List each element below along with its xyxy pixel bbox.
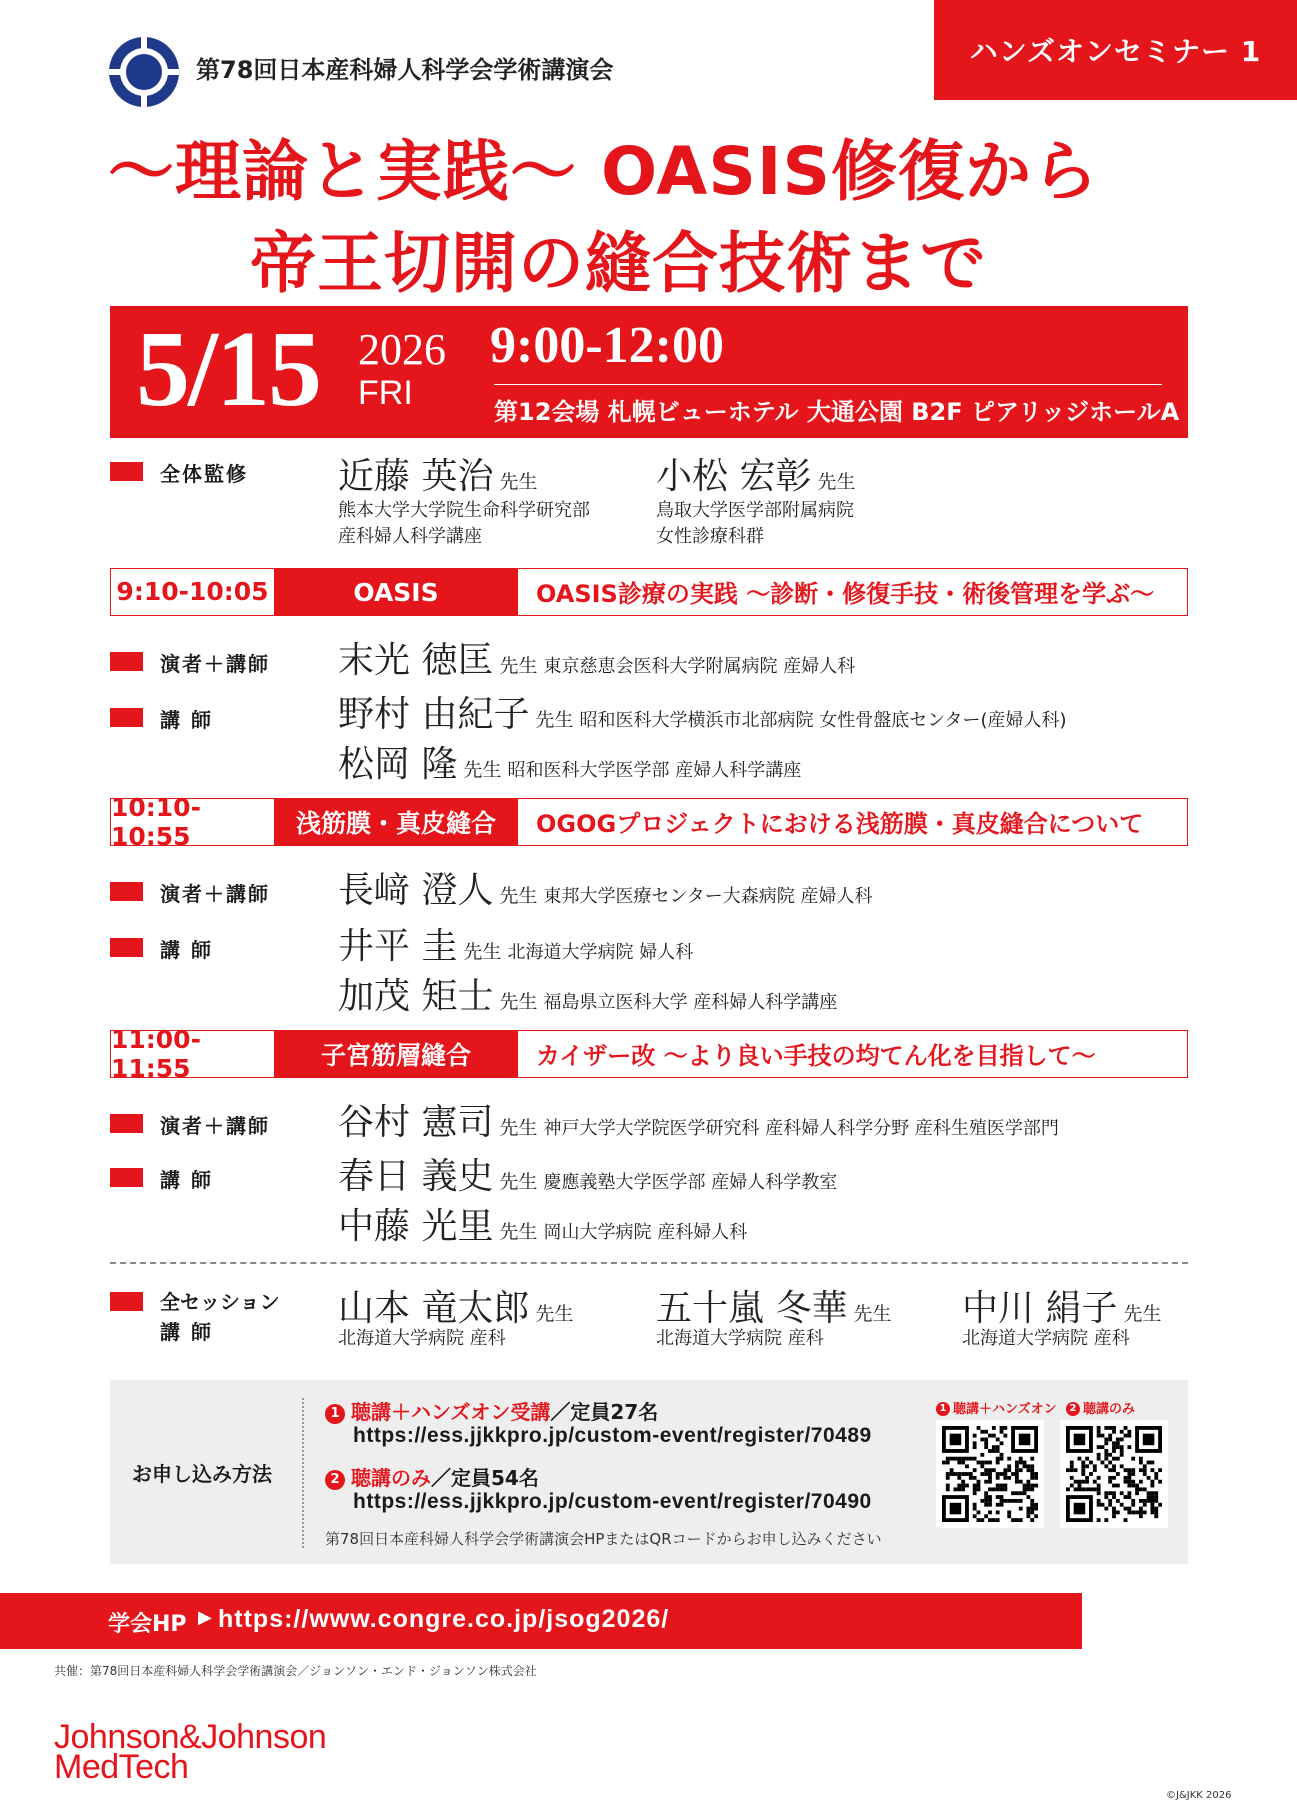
number-badge: 2 xyxy=(325,1470,345,1490)
qr-code-2[interactable] xyxy=(1060,1420,1168,1528)
application-panel xyxy=(110,1380,1188,1564)
option-2 xyxy=(325,1462,539,1491)
session-topic: 子宮筋層縫合 xyxy=(274,1030,518,1078)
speaker-name: 中藤 光里 先生 岡山大学病院 産科婦人科 xyxy=(338,1206,748,1247)
instructor-affiliation: 北海道大学病院 産科 xyxy=(338,1328,506,1349)
instructor-name: 中川 絹子 先生 xyxy=(962,1288,1162,1329)
role-marker xyxy=(110,1114,143,1133)
role-marker xyxy=(110,652,143,671)
role-marker xyxy=(110,938,143,957)
role-label: 講 師 xyxy=(160,1320,213,1344)
option-capacity: ／定員27名 xyxy=(550,1400,659,1424)
speaker-name: 末光 徳匡 先生 東京慈恵会医科大学附属病院 産婦人科 xyxy=(338,640,856,681)
role-marker xyxy=(110,1292,143,1311)
session-topic: 浅筋膜・真皮縫合 xyxy=(274,798,518,846)
role-label: 講 師 xyxy=(160,708,213,732)
date-divider xyxy=(494,384,1162,385)
society-name: 第78回日本産科婦人科学会学術講演会 xyxy=(196,56,614,84)
apply-divider xyxy=(302,1398,304,1548)
title-line-1: ～理論と実践～ OASIS修復から xyxy=(108,133,1100,210)
register-link-1[interactable]: https://ess.jjkkpro.jp/custom-event/register/70489 xyxy=(353,1424,872,1447)
session-time: 11:00-11:55 xyxy=(111,1024,201,1083)
number-badge: 1 xyxy=(936,1402,950,1416)
supervisor-affiliation: 鳥取大学医学部附属病院 女性診療科群 xyxy=(656,500,854,547)
option-label: 聴講のみ xyxy=(351,1466,431,1490)
speaker-name: 井平 圭 先生 北海道大学病院 婦人科 xyxy=(338,926,694,967)
brand-logo-line-1: Johnson&Johnson xyxy=(54,1718,327,1756)
session-description: OGOGプロジェクトにおける浅筋膜・真皮縫合について xyxy=(536,810,1144,838)
role-marker xyxy=(110,708,143,727)
session-topic: OASIS xyxy=(274,568,518,616)
instructor-name: 山本 竜太郎 先生 xyxy=(338,1288,574,1329)
session-header xyxy=(110,1024,1188,1083)
supervisor-name: 近藤 英治 先生 xyxy=(338,456,538,497)
session-time: 10:10-10:55 xyxy=(111,792,201,851)
qr-label-1 xyxy=(936,1398,1057,1417)
role-label: 全セッション xyxy=(160,1290,280,1314)
speaker-name: 松岡 隆 先生 昭和医科大学医学部 産婦人科学講座 xyxy=(338,744,802,785)
cohost-note: 共催：第78回日本産科婦人科学会学術講演会／ジョンソン・エンド・ジョンソン株式会社 xyxy=(54,1664,537,1678)
supervisor-name: 小松 宏彰 先生 xyxy=(656,456,856,497)
role-label: 演者＋講師 xyxy=(160,882,270,906)
brand-logo-line-2: MedTech xyxy=(54,1748,189,1786)
role-label: 講 師 xyxy=(160,938,213,962)
event-venue: 第12会場 札幌ビューホテル 大通公園 B2F ピアリッジホールA xyxy=(494,398,1180,426)
role-marker xyxy=(110,882,143,901)
date-band xyxy=(110,306,1188,438)
play-arrow-icon: ▶ xyxy=(198,1607,212,1628)
role-label: 講 師 xyxy=(160,1168,213,1192)
role-label: 演者＋講師 xyxy=(160,1114,270,1138)
seminar-tag: ハンズオンセミナー 1 xyxy=(934,0,1297,100)
society-logo xyxy=(108,36,180,108)
qr-code-icon xyxy=(1066,1426,1162,1522)
qr-code-1[interactable] xyxy=(936,1420,1044,1528)
session-description: OASIS診療の実践 ～診断・修復手技・術後管理を学ぶ～ xyxy=(536,580,1155,608)
supervisor-affiliation: 熊本大学大学院生命科学研究部 産科婦人科学講座 xyxy=(338,500,590,547)
qr-code-icon xyxy=(942,1426,1038,1522)
role-marker xyxy=(110,1168,143,1187)
apply-label: お申し込み方法 xyxy=(132,1462,272,1486)
qr-caption: 聴講＋ハンズオン xyxy=(953,1402,1057,1417)
session-time: 9:10-10:05 xyxy=(116,577,269,606)
session-header xyxy=(110,792,1188,851)
instructor-affiliation: 北海道大学病院 産科 xyxy=(962,1328,1130,1349)
copyright: ©J&JKK 2026 xyxy=(1166,1790,1232,1801)
hp-label: 学会HP xyxy=(108,1612,187,1637)
speaker-name: 長﨑 澄人 先生 東邦大学医療センター大森病院 産婦人科 xyxy=(338,870,873,911)
role-marker xyxy=(110,462,143,481)
option-1 xyxy=(325,1396,658,1425)
option-capacity: ／定員54名 xyxy=(431,1466,539,1490)
register-link-2[interactable]: https://ess.jjkkpro.jp/custom-event/register/70490 xyxy=(353,1490,872,1513)
role-label: 全体監修 xyxy=(160,462,248,486)
event-date: 5/15 xyxy=(136,310,321,429)
speaker-name: 加茂 矩士 先生 福島県立医科大学 産科婦人科学講座 xyxy=(338,976,838,1017)
speaker-name: 野村 由紀子 先生 昭和医科大学横浜市北部病院 女性骨盤底センター(産婦人科) xyxy=(338,694,1067,735)
qr-label-2 xyxy=(1066,1398,1135,1417)
number-badge: 2 xyxy=(1066,1402,1080,1416)
role-label: 演者＋講師 xyxy=(160,652,270,676)
session-header xyxy=(110,568,1188,616)
instructor-name: 五十嵐 冬華 先生 xyxy=(656,1288,892,1329)
number-badge: 1 xyxy=(325,1404,345,1424)
event-weekday: FRI xyxy=(358,374,413,412)
speaker-name: 谷村 憲司 先生 神戸大学大学院医学研究科 産科婦人科学分野 産科生殖医学部門 xyxy=(338,1102,1059,1143)
qr-caption: 聴講のみ xyxy=(1083,1402,1136,1417)
homepage-link[interactable]: https://www.congre.co.jp/jsog2026/ xyxy=(218,1605,670,1633)
section-divider xyxy=(110,1262,1188,1264)
apply-note: 第78回日本産科婦人科学会学術講演会HPまたはQRコードからお申し込みください xyxy=(325,1530,882,1548)
session-description: カイザー改 ～より良い手技の均てん化を目指して～ xyxy=(536,1042,1096,1070)
event-time: 9:00-12:00 xyxy=(490,317,724,374)
option-label: 聴講＋ハンズオン受講 xyxy=(351,1400,551,1424)
event-year: 2026 xyxy=(358,325,446,374)
instructor-affiliation: 北海道大学病院 産科 xyxy=(656,1328,824,1349)
title-line-2: 帝王切開の縫合技術まで xyxy=(250,225,987,302)
speaker-name: 春日 義史 先生 慶應義塾大学医学部 産婦人科学教室 xyxy=(338,1156,838,1197)
homepage-banner xyxy=(0,1593,1082,1649)
